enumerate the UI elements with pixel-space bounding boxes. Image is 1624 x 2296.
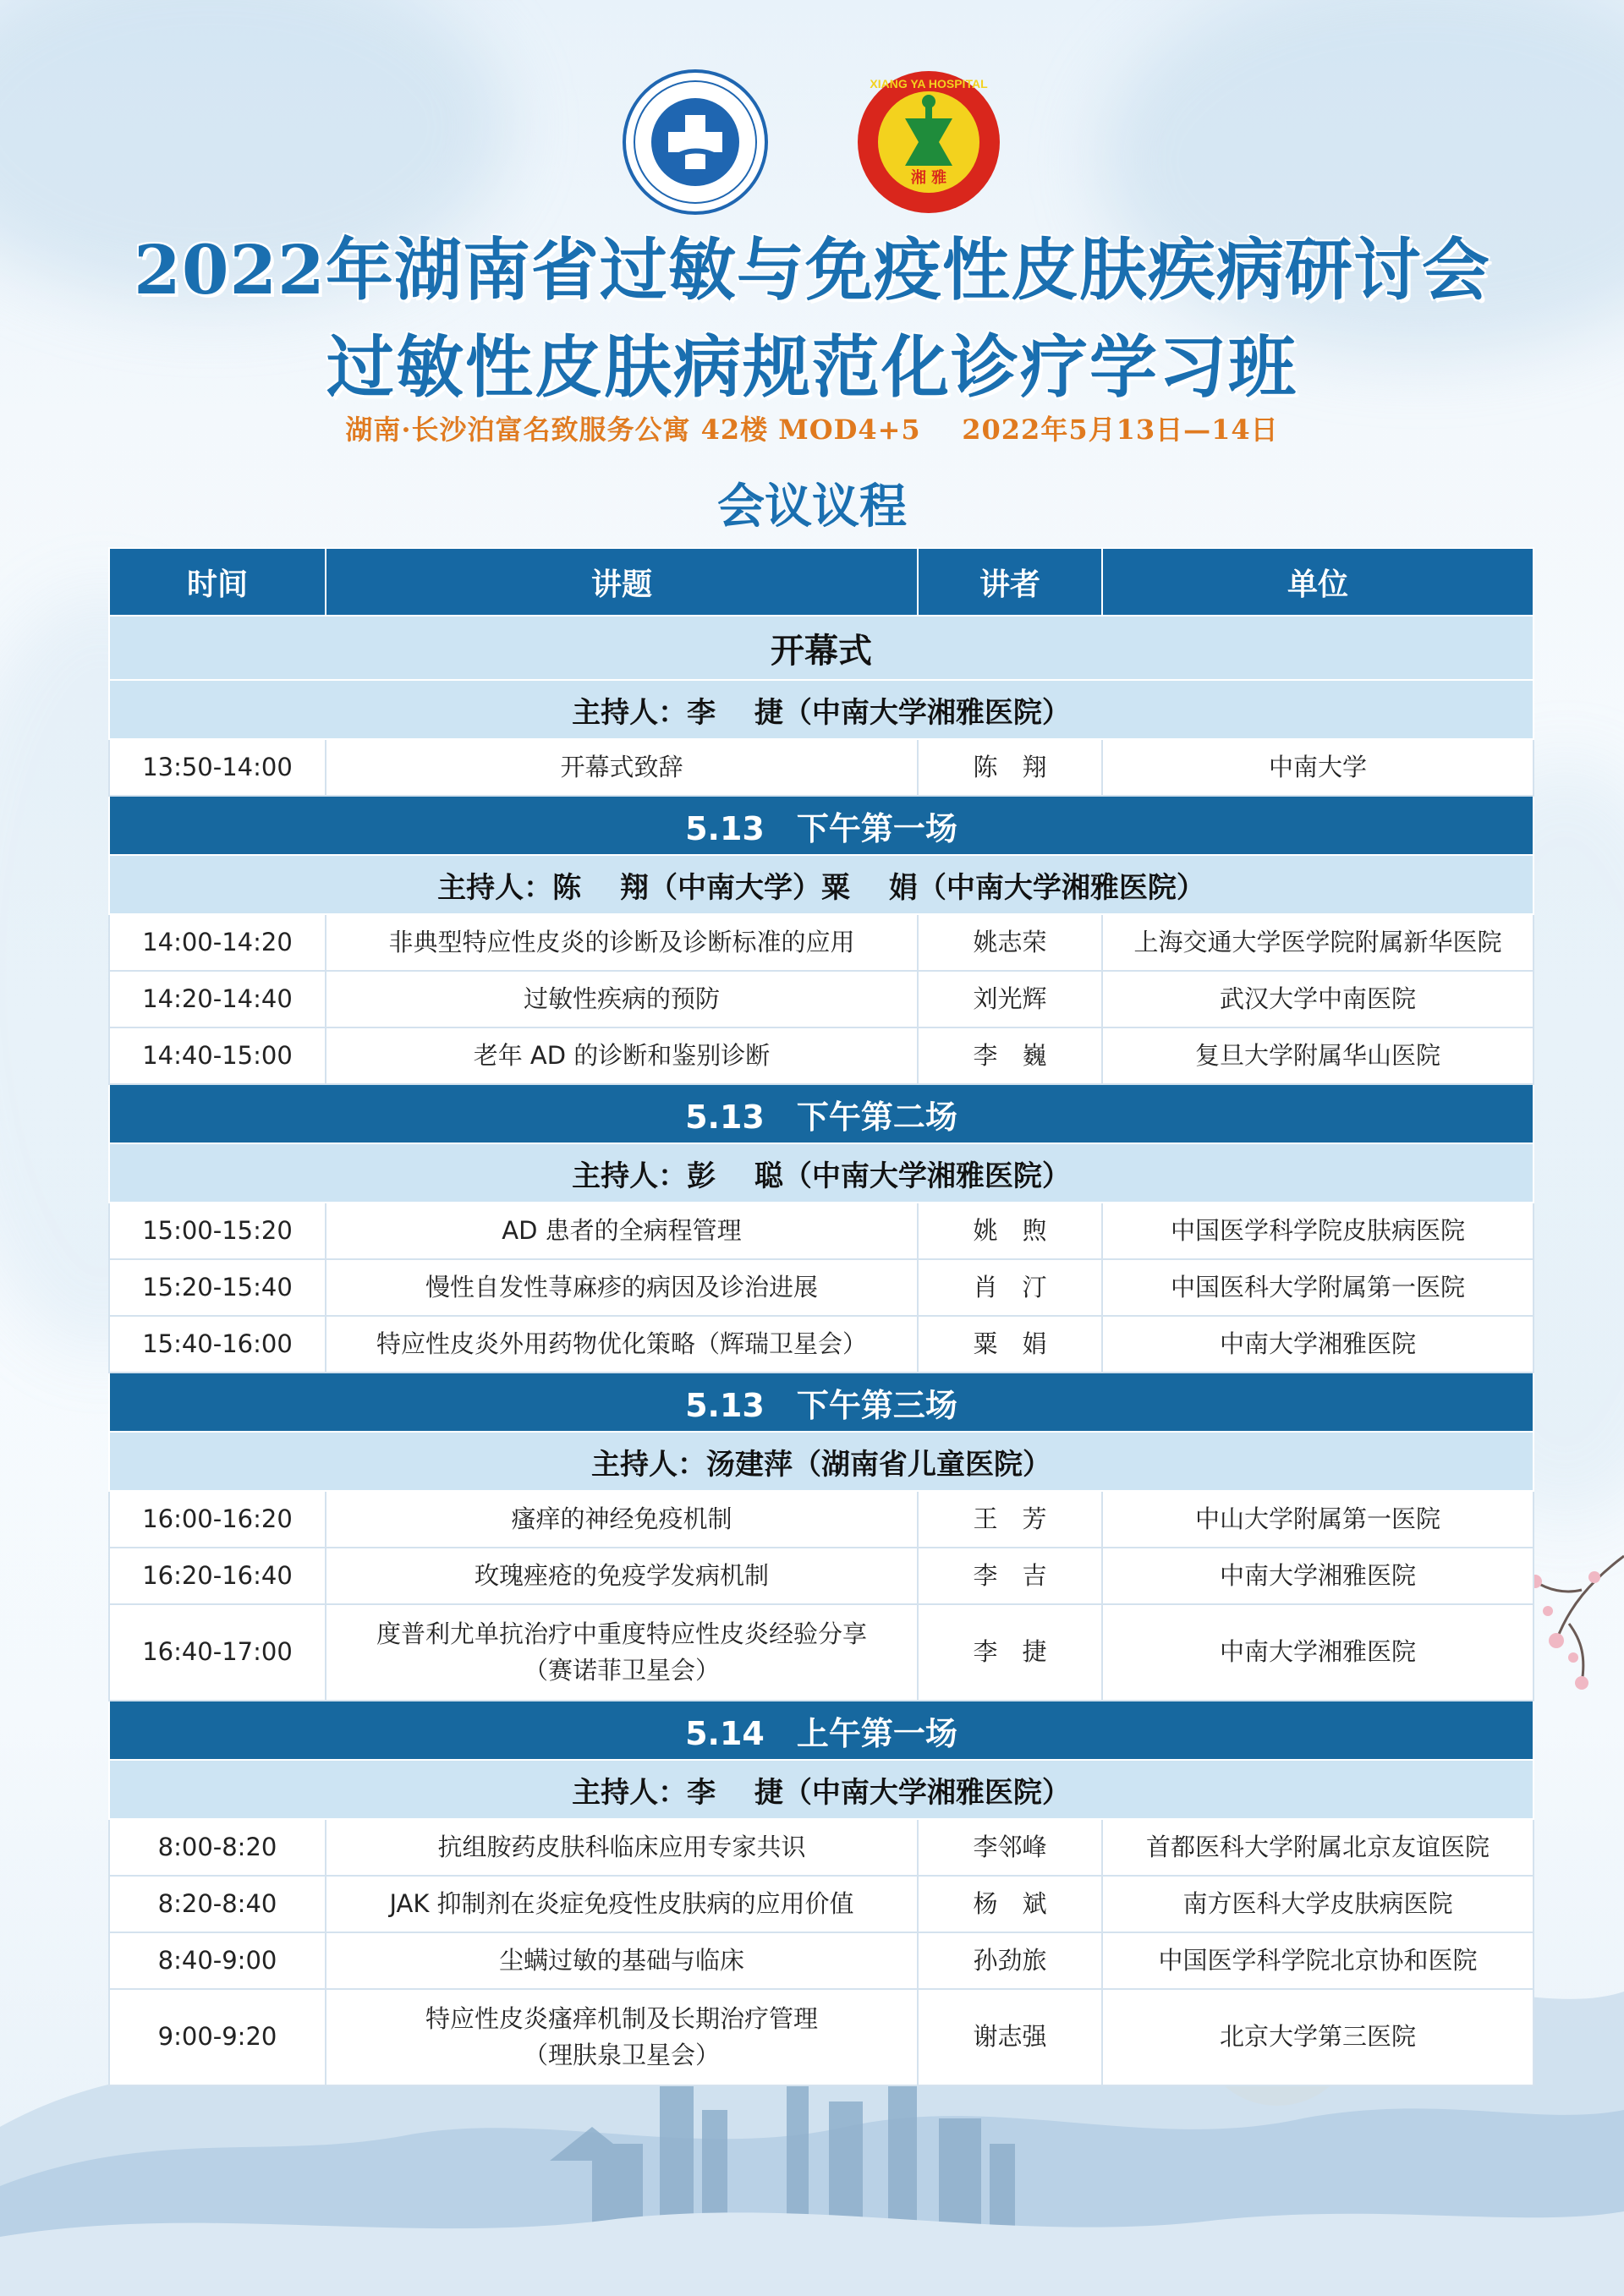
page-title: 2022年湖南省过敏与免疫性皮肤疾病研讨会 [134,230,1490,310]
cell-unit: 北京大学第三医院 [1102,1989,1533,2085]
logo-bottom-text: 湘 雅 [910,169,947,187]
cell-topic-line1: 特应性皮炎瘙痒机制及长期治疗管理 [425,2003,818,2033]
cell-unit: 中南大学湘雅医院 [1102,1548,1533,1604]
section-row [109,616,1533,680]
section-row [109,1373,1533,1432]
cell-time: 13:50-14:00 [109,739,326,796]
cell-unit: 中南大学湘雅医院 [1102,1604,1533,1701]
cell-topic: 抗组胺药皮肤科临床应用专家共识 [326,1819,918,1876]
cell-topic-line1: 度普利尤单抗治疗中重度特应性皮炎经验分享 [376,1619,867,1648]
section-row [109,1084,1533,1143]
cell-unit: 中山大学附属第一医院 [1102,1491,1533,1548]
cell-time: 8:40-9:00 [109,1932,326,1989]
table-row [109,1932,1533,1989]
cell-speaker: 李 巍 [918,1027,1102,1084]
section-label: 5.14 上午第一场 [109,1701,1533,1760]
section-label: 开幕式 [109,616,1533,680]
header-unit: 单位 [1102,548,1533,616]
agenda-table [108,547,1534,2086]
cell-time: 8:00-8:20 [109,1819,326,1876]
host-row [109,680,1533,739]
page-subtitle: 过敏性皮肤病规范化诊疗学习班 [326,327,1298,407]
cell-speaker: 姚志荣 [918,914,1102,971]
table-row [109,1027,1533,1084]
cell-time: 15:00-15:20 [109,1203,326,1259]
cell-topic [326,1989,918,2085]
header-speaker: 讲者 [918,548,1102,616]
cell-topic-line2: （赛诺菲卫星会） [523,1656,720,1685]
cell-time: 9:00-9:20 [109,1989,326,2085]
table-row [109,1259,1533,1316]
table-row [109,1491,1533,1548]
host-row [109,1432,1533,1491]
section-label: 5.13 下午第三场 [109,1373,1533,1432]
cell-time: 15:20-15:40 [109,1259,326,1316]
header-topic: 讲题 [326,548,918,616]
table-row [109,1548,1533,1604]
cell-time: 15:40-16:00 [109,1316,326,1373]
cell-topic: 玫瑰痤疮的免疫学发病机制 [326,1548,918,1604]
cell-topic: AD 患者的全病程管理 [326,1203,918,1259]
cell-speaker: 陈 翔 [918,739,1102,796]
cell-speaker: 李邻峰 [918,1819,1102,1876]
cell-time: 16:40-17:00 [109,1604,326,1701]
cell-topic: 慢性自发性荨麻疹的病因及诊治进展 [326,1259,918,1316]
table-row [109,1203,1533,1259]
host-row [109,855,1533,914]
cell-topic: 过敏性疾病的预防 [326,971,918,1027]
cell-speaker: 姚 煦 [918,1203,1102,1259]
cell-speaker: 李 吉 [918,1548,1102,1604]
table-row [109,1876,1533,1932]
cell-time: 16:20-16:40 [109,1548,326,1604]
cell-speaker: 王 芳 [918,1491,1102,1548]
host-row [109,1760,1533,1819]
cell-topic-line2: （理肤泉卫星会） [523,2041,720,2069]
cell-speaker: 孙劲旅 [918,1932,1102,1989]
cell-topic: 开幕式致辞 [326,739,918,796]
cell-unit: 复旦大学附属华山医院 [1102,1027,1533,1084]
cell-topic: 非典型特应性皮炎的诊断及诊断标准的应用 [326,914,918,971]
host-label: 主持人：彭 聪（中南大学湘雅医院） [109,1143,1533,1203]
cell-unit: 中南大学湘雅医院 [1102,1316,1533,1373]
cell-topic: JAK 抑制剂在炎症免疫性皮肤病的应用价值 [326,1876,918,1932]
section-label: 5.13 下午第二场 [109,1084,1533,1143]
header-time: 时间 [109,548,326,616]
cell-unit: 中南大学 [1102,739,1533,796]
host-label: 主持人：陈 翔（中南大学）粟 娟（中南大学湘雅医院） [109,855,1533,914]
logo-ring-text: XIANG YA HOSPITAL [870,77,988,90]
section-row [109,1701,1533,1760]
cell-time: 8:20-8:40 [109,1876,326,1932]
cell-topic: 瘙痒的神经免疫机制 [326,1491,918,1548]
cell-unit: 上海交通大学医学院附属新华医院 [1102,914,1533,971]
table-row [109,971,1533,1027]
cell-unit: 首都医科大学附属北京友谊医院 [1102,1819,1533,1876]
cell-time: 14:20-14:40 [109,971,326,1027]
table-row [109,1819,1533,1876]
cell-unit: 南方医科大学皮肤病医院 [1102,1876,1533,1932]
table-header-row [109,548,1533,616]
cell-topic [326,1604,918,1701]
cell-unit: 中国医学科学院北京协和医院 [1102,1932,1533,1989]
agenda-heading: 会议议程 [717,479,907,534]
table-row [109,1604,1533,1701]
venue-date: 湖南·长沙泊富名致服务公寓 42楼 MOD4+5 2022年5月13日—14日 [345,414,1279,446]
section-row [109,796,1533,855]
section-label: 5.13 下午第一场 [109,796,1533,855]
cell-speaker: 杨 斌 [918,1876,1102,1932]
host-label: 主持人：李 捷（中南大学湘雅医院） [109,680,1533,739]
cell-unit: 中国医科大学附属第一医院 [1102,1259,1533,1316]
cell-speaker: 李 捷 [918,1604,1102,1701]
cell-speaker: 粟 娟 [918,1316,1102,1373]
cell-speaker: 刘光辉 [918,971,1102,1027]
cell-topic: 尘螨过敏的基础与临床 [326,1932,918,1989]
cell-topic: 特应性皮炎外用药物优化策略（辉瑞卫星会） [326,1316,918,1373]
cell-speaker: 谢志强 [918,1989,1102,2085]
cell-unit: 武汉大学中南医院 [1102,971,1533,1027]
cell-unit: 中国医学科学院皮肤病医院 [1102,1203,1533,1259]
host-label: 主持人：汤建萍（湖南省儿童医院） [109,1432,1533,1491]
cell-topic: 老年 AD 的诊断和鉴别诊断 [326,1027,918,1084]
host-row [109,1143,1533,1203]
cell-time: 16:00-16:20 [109,1491,326,1548]
logo-row [0,68,1624,216]
host-label: 主持人：李 捷（中南大学湘雅医院） [109,1760,1533,1819]
xiangya-hospital-logo [854,68,1003,216]
table-row [109,1316,1533,1373]
cell-time: 14:40-15:00 [109,1027,326,1084]
table-row [109,914,1533,971]
cell-speaker: 肖 汀 [918,1259,1102,1316]
table-row [109,1989,1533,2085]
cell-time: 14:00-14:20 [109,914,326,971]
table-row [109,739,1533,796]
association-logo [621,68,770,216]
